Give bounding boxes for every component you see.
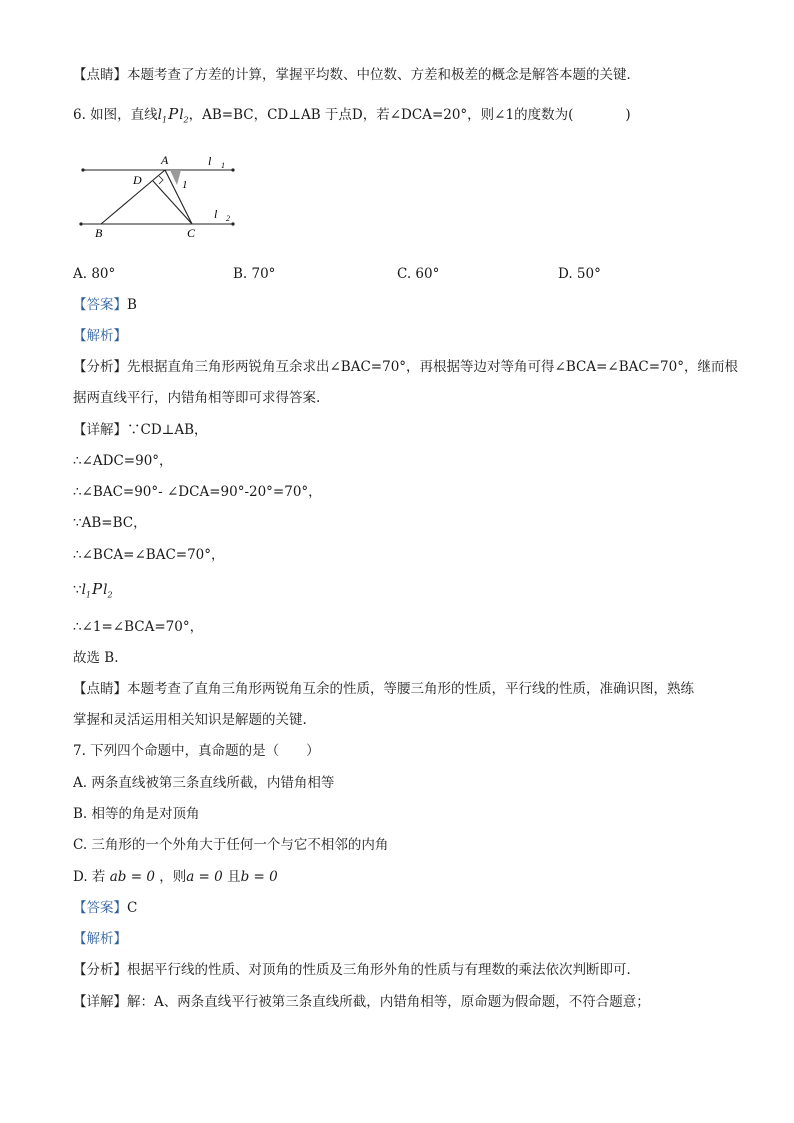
option-7-A: A. 两条直线被第三条直线所截，内错角相等 — [73, 775, 335, 791]
fenxi-7: 【分析】根据平行线的性质、对顶角的性质及三角形外角的性质与有理数的乘法依次判断即可． — [73, 962, 640, 978]
dianjing-6-line2: 掌握和灵活运用相关知识是解题的关键. — [73, 712, 307, 728]
dianjing-5: 【点睛】本题考查了方差的计算，掌握平均数、中位数、方差和极差的概念是解答本题的关键． — [73, 67, 640, 83]
option-6-D: D. 50° — [558, 266, 601, 282]
parallel-notation-2: $l_1Pl_2$ — [81, 580, 113, 600]
label-A: A — [161, 153, 169, 167]
option-6-B: B. 70° — [233, 266, 276, 282]
xiangjie-6: 【详解】∵CD⊥AB， — [73, 422, 208, 438]
step-1: ∴∠ADC=90°， — [73, 453, 173, 469]
option-6-C: C. 60° — [397, 266, 440, 282]
step-5: $\because l_1Pl_2$ — [73, 580, 113, 600]
label-B: B — [95, 226, 103, 240]
question-6: 6. 如图，直线$l_1Pl_2$，AB=BC，CD⊥AB 于点D，若∠DCA=20°，则∠1的度数为( ) — [73, 105, 631, 125]
label-l2: l — [214, 207, 218, 221]
step-3: ∵AB=BC， — [73, 515, 147, 531]
dianjing-6-line1: 【点睛】本题考查了直角三角形两锐角互余的性质，等腰三角形的性质，平行线的性质，准确识图，熟练 — [73, 681, 694, 697]
xiangjie-7: 【详解】解：A、两条直线平行被第三条直线所截，内错角相等，原命题为假命题，不符合题意； — [73, 994, 650, 1010]
answer-6: 【答案】B — [73, 297, 137, 313]
option-7-B: B. 相等的角是对顶角 — [73, 806, 200, 822]
parallel-notation: $l_1Pl_2$ — [157, 105, 189, 125]
option-7-C: C. 三角形的一个外角大于任何一个与它不相邻的内角 — [73, 837, 389, 853]
geometry-figure — [73, 148, 248, 243]
step-4: ∴∠BCA=∠BAC=70°， — [73, 547, 225, 563]
label-C: C — [187, 226, 196, 240]
analysis-6-heading: 【解析】 — [73, 328, 127, 344]
step-2: ∴∠BAC=90°- ∠DCA=90°-20°=70°， — [73, 484, 322, 500]
svg-text:1: 1 — [221, 161, 225, 170]
step-7: 故选 B. — [73, 650, 119, 666]
step-6: ∴∠1=∠BCA=70°， — [73, 619, 204, 635]
svg-text:2: 2 — [226, 214, 230, 223]
analysis-7-heading: 【解析】 — [73, 931, 127, 947]
fenxi-6-line1: 【分析】先根据直角三角形两锐角互余求出∠BAC=70°，再根据等边对等角可得∠BCA=∠BAC=70°，继而根 — [73, 359, 738, 375]
option-6-A: A. 80° — [73, 266, 116, 282]
label-l1: l — [208, 154, 212, 168]
label-angle-1: 1 — [182, 179, 188, 191]
answer-7: 【答案】C — [73, 900, 138, 916]
option-7-D: D. 若 ab = 0 ，则a = 0 且b = 0 — [73, 869, 278, 885]
label-D: D — [133, 173, 142, 187]
question-7: 7. 下列四个命题中，真命题的是（ ） — [73, 743, 320, 759]
fenxi-6-line2: 据两直线平行，内错角相等即可求得答案. — [73, 390, 321, 406]
